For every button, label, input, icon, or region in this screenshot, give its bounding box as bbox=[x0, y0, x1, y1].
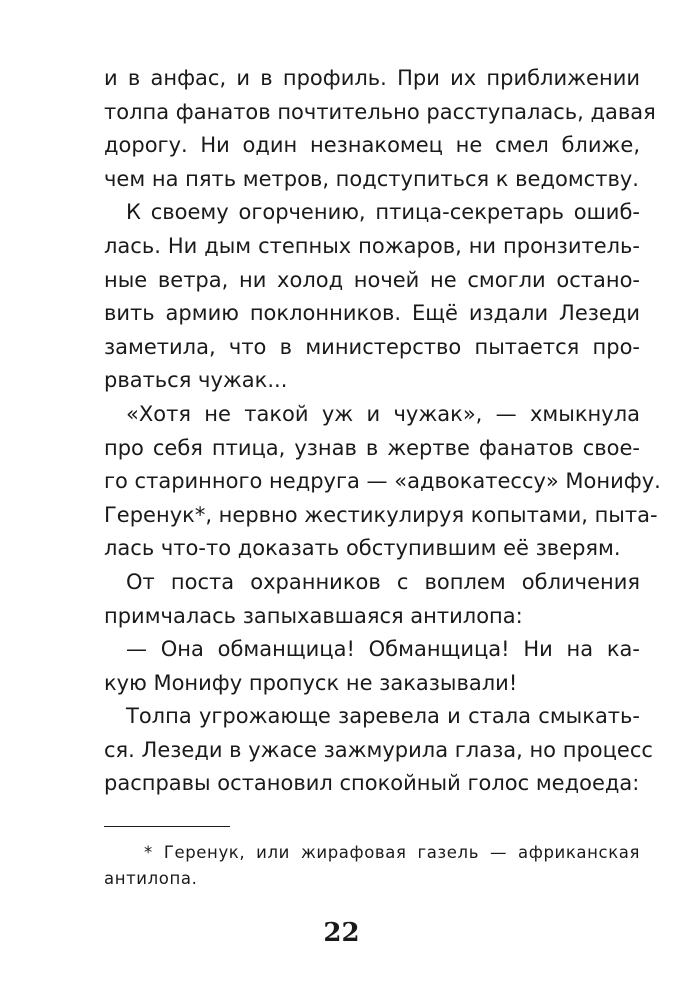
text-line: лась что-то доказать обступившим её зверям. bbox=[104, 536, 621, 561]
text-line: «Хотя не такой уж и чужак», — хмыкнула bbox=[126, 401, 640, 426]
footnote bbox=[104, 840, 640, 892]
footnote-divider bbox=[104, 826, 230, 827]
text-line: От поста охранников с воплем обличения bbox=[126, 569, 640, 594]
text-line: вить армию поклонников. Ещё издали Лезеди bbox=[104, 301, 640, 326]
text-line: про себя птица, узнав в жертве фанатов свое- bbox=[104, 435, 640, 460]
text-line: толпа фанатов почтительно расступалась, давая bbox=[104, 99, 656, 124]
text-line: чем на пять метров, подступиться к ведомству. bbox=[104, 166, 639, 191]
text-line: лась. Ни дым степных пожаров, ни пронзитель- bbox=[104, 233, 640, 258]
text-line: Толпа угрожающе заревела и стала смыкать- bbox=[126, 704, 640, 729]
text-line: и в анфас, и в профиль. При их приближении bbox=[104, 66, 640, 90]
text-line: рваться чужак... bbox=[104, 368, 288, 393]
footnote-line: антилопа. bbox=[104, 869, 198, 888]
page-number: 22 bbox=[323, 918, 360, 948]
text-line: заметила, что в министерство пытается про- bbox=[104, 334, 640, 359]
text-line: К своему огорчению, птица-секретарь ошиб- bbox=[126, 200, 640, 225]
text-line: примчалась запыхавшаяся антилопа: bbox=[104, 603, 523, 628]
text-line: дорогу. Ни один незнакомец не смел ближе, bbox=[104, 133, 640, 158]
text-line: — Она обманщица! Обманщица! Ни на ка- bbox=[126, 637, 640, 662]
text-line: Геренук*, нервно жестикулируя копытами, пыта- bbox=[104, 502, 658, 527]
body-text bbox=[104, 62, 661, 801]
text-line: го старинного недруга — «адвокатессу» Монифу. bbox=[104, 469, 661, 494]
text-line: ся. Лезеди в ужасе зажмурила глаза, но процесс bbox=[104, 737, 653, 762]
footnote-line: * Геренук, или жирафовая газель — африканская bbox=[144, 843, 640, 862]
text-line: кую Монифу пропуск не заказывали! bbox=[104, 670, 518, 695]
text-line: ные ветра, ни холод ночей не смогли остано- bbox=[104, 267, 640, 292]
text-line: расправы остановил спокойный голос медоеда: bbox=[104, 771, 640, 796]
